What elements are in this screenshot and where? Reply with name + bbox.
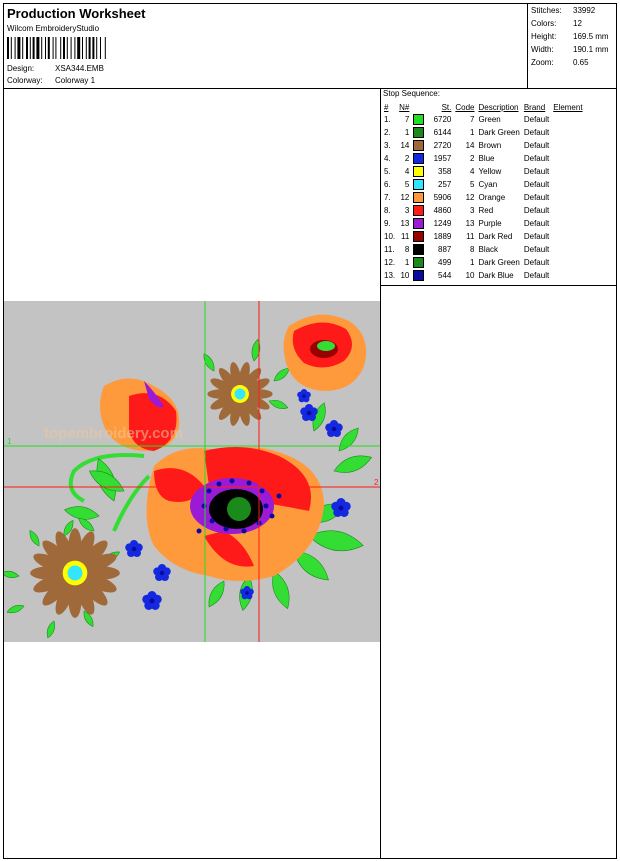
color-description: Dark Green [478,258,520,267]
header-stats [527,4,618,88]
stop-row [382,113,585,126]
color-code: 7 [470,115,475,124]
blue-flower-center [302,394,306,398]
blue-flower-petal [142,595,151,604]
leaf [79,518,94,531]
colorway-value: Colorway 1 [55,76,96,85]
stop-row [382,256,585,269]
poppy-dot [207,489,212,494]
daisy-top-center-inner [235,389,246,400]
blue-flower-petal [325,423,333,431]
stitch-count-value: 257 [438,179,452,189]
stop-row [382,152,585,165]
color-code: 3 [470,206,475,215]
column-header: # [384,102,389,112]
stop-row [382,217,585,230]
needle-number: 2 [404,154,410,163]
blue-flower-center [150,599,155,604]
element [551,269,584,282]
brand: Default [523,154,550,163]
leaf [47,621,55,638]
stop-row [382,204,585,217]
blue-flower-center [160,571,165,576]
blue-flower-center [339,506,344,511]
stitch-count [411,113,453,126]
element [551,230,584,243]
stop-sequence-table [382,101,585,282]
sequence-divider [380,285,616,286]
column-header: Code [455,102,475,112]
design-label: Design: [7,64,35,73]
stitch-count-value: 1889 [433,231,452,241]
stop-index: 13. [384,271,396,280]
color-swatch [413,153,424,164]
color-code: 2 [470,154,475,163]
poppy-dot [270,514,275,519]
color-swatch [413,127,424,138]
element [551,139,584,152]
stitches-row [531,6,617,15]
leaf [309,531,363,551]
design-value: XSA344.EMB [55,64,104,73]
stop-index: 10. [384,232,396,241]
blue-flower-petal [331,502,340,511]
blue-flower-petal [125,543,133,551]
color-description: Dark Green [478,128,520,137]
element [551,165,584,178]
zoom-value: 0.65 [573,58,589,67]
color-description: Yellow [478,167,502,176]
width-value: 190.1 mm [573,45,609,54]
stop-row [382,165,585,178]
stop-index: 2. [384,128,391,137]
column-header: St. [441,102,452,112]
poppy-dot [197,529,202,534]
blue-flower-center [245,591,249,595]
stitch-count-value: 499 [438,257,452,267]
stop-index: 8. [384,206,391,215]
stitch-count-value: 6144 [433,127,452,137]
needle-number: 3 [404,206,410,215]
blue-flower-petal [153,567,161,575]
leaf [274,368,289,381]
stop-index: 1. [384,115,391,124]
stop-index: 3. [384,141,391,150]
blue-flower-petal [240,589,246,595]
stitch-count-value: 887 [438,244,452,254]
needle-number: 1 [404,258,410,267]
stitch-count [411,269,453,282]
color-swatch [413,140,424,151]
colors-value: 12 [573,19,582,28]
height-row [531,32,617,41]
blue-flower-petal [300,407,308,415]
color-description: Red [478,206,494,215]
needle-number: 1 [404,128,410,137]
stitch-count [411,178,453,191]
flower-right-center [317,341,335,351]
color-swatch [413,179,424,190]
brand: Default [523,271,550,280]
color-swatch [413,192,424,203]
needle-number: 4 [404,167,410,176]
leaf [65,507,99,520]
color-code: 1 [470,128,475,137]
stitch-count-value: 2720 [433,140,452,150]
color-swatch [413,231,424,242]
stop-sequence-body [382,113,585,282]
color-code: 1 [470,258,475,267]
leaf [269,400,288,408]
colors-label: Colors: [531,19,557,28]
brand: Default [523,128,550,137]
needle-number: 5 [404,180,410,189]
stitch-count [411,139,453,152]
stop-row [382,269,585,282]
stitch-count [411,191,453,204]
needle-number: 8 [404,245,410,254]
poppy-dot [247,481,252,486]
color-code: 5 [470,180,475,189]
stitch-count-value: 1957 [433,153,452,163]
poppy-dot [217,482,222,487]
element [551,204,584,217]
guide-marker-2: 2 [374,478,379,487]
stop-row [382,191,585,204]
worksheet [3,3,617,859]
element [551,126,584,139]
leaf [272,571,289,609]
color-code: 12 [465,193,475,202]
barcode [7,37,135,59]
stitches-label: Stitches: [531,6,562,15]
height-label: Height: [531,32,557,41]
brand: Default [523,206,550,215]
color-description: Green [478,115,501,124]
header-divider [4,88,616,89]
brand: Default [523,232,550,241]
stop-row [382,178,585,191]
blue-flower-center [307,411,312,416]
stitch-count [411,152,453,165]
poppy-dot [277,494,282,499]
guide-marker-1: 1 [7,437,12,446]
stitch-count [411,165,453,178]
colors-row [531,19,617,28]
color-description: Dark Red [478,232,513,241]
stitch-count [411,204,453,217]
stop-row [382,139,585,152]
software-name: Wilcom EmbroideryStudio [7,24,100,33]
color-code: 13 [465,219,475,228]
stitch-count [411,217,453,230]
embroidery-design [4,301,380,642]
width-label: Width: [531,45,554,54]
zoom-row [531,58,617,67]
brand: Default [523,193,550,202]
poppy-large-center [227,497,251,521]
poppy-dot [224,527,229,532]
stitch-count-value: 358 [438,166,452,176]
leaf [7,605,24,613]
needle-number: 14 [400,141,410,150]
color-swatch [413,244,424,255]
stitch-count-value: 5906 [433,192,452,202]
daisy-left-center-inner [68,566,83,581]
stitch-count-value: 6720 [433,114,452,124]
column-header: Element [553,102,583,112]
colorway-row [7,76,95,85]
height-value: 169.5 mm [573,32,609,41]
brand: Default [523,167,550,176]
poppy-dot [230,479,235,484]
watermark: topembroidery.com [44,425,183,442]
element [551,152,584,165]
stop-row [382,126,585,139]
column-divider [380,89,381,859]
brand: Default [523,180,550,189]
stop-sequence-header [382,101,585,113]
poppy-dot [210,519,215,524]
stitch-count-value: 544 [438,270,452,280]
color-swatch [413,270,424,281]
stop-sequence-title: Stop Sequence: [383,89,440,98]
color-swatch [413,114,424,125]
poppy-dot [260,489,265,494]
stitch-count [411,256,453,269]
worksheet-title: Production Worksheet [7,6,146,21]
color-swatch [413,218,424,229]
needle-number: 7 [404,115,410,124]
stop-index: 11. [384,245,395,254]
stop-row [382,243,585,256]
element [551,178,584,191]
element [551,256,584,269]
element [551,217,584,230]
stop-index: 6. [384,180,391,189]
width-row [531,45,617,54]
leaf [30,530,39,546]
leaf [4,571,19,578]
color-code: 10 [465,271,475,280]
color-swatch [413,257,424,268]
color-description: Black [478,245,499,254]
leaf [89,471,124,491]
leaf [339,428,358,451]
column-header: N# [399,102,410,112]
brand: Default [523,115,550,124]
color-code: 14 [465,141,475,150]
stitch-count [411,230,453,243]
poppy-dot [242,529,247,534]
brand: Default [523,245,550,254]
color-description: Dark Blue [478,271,514,280]
color-code: 11 [466,232,475,241]
blue-flower-petal [297,392,303,398]
color-description: Purple [478,219,502,228]
poppy-dot [264,504,269,509]
column-header: Description [478,102,519,112]
design-row [7,64,104,73]
element [551,243,584,256]
color-description: Cyan [478,180,498,189]
brand: Default [523,141,550,150]
stitch-count [411,126,453,139]
stop-index: 9. [384,219,391,228]
blue-flower-center [332,427,337,432]
stop-index: 12. [384,258,396,267]
color-description: Blue [478,154,495,163]
color-description: Brown [478,141,502,150]
header-left [4,4,527,88]
needle-number: 11 [401,232,410,241]
color-swatch [413,205,424,216]
element [551,113,584,126]
color-code: 8 [470,245,475,254]
needle-number: 12 [400,193,410,202]
stitch-count [411,243,453,256]
leaf [334,456,372,473]
stop-index: 5. [384,167,391,176]
design-preview [4,301,380,642]
stitches-value: 33992 [573,6,596,15]
colorway-label: Colorway: [7,76,43,85]
zoom-label: Zoom: [531,58,554,67]
element [551,191,584,204]
brand: Default [523,258,550,267]
color-description: Orange [478,193,506,202]
brand: Default [523,219,550,228]
color-code: 4 [470,167,475,176]
stop-row [382,230,585,243]
leaf [209,581,224,607]
stop-index: 7. [384,193,391,202]
poppy-dot [202,504,207,509]
stitch-count-value: 4860 [433,205,452,215]
color-swatch [413,166,424,177]
blue-flower-center [132,547,137,552]
needle-number: 13 [400,219,410,228]
stitch-count-value: 1249 [433,218,452,228]
column-header: Brand [523,102,546,112]
stop-index: 4. [384,154,391,163]
needle-number: 10 [400,271,410,280]
